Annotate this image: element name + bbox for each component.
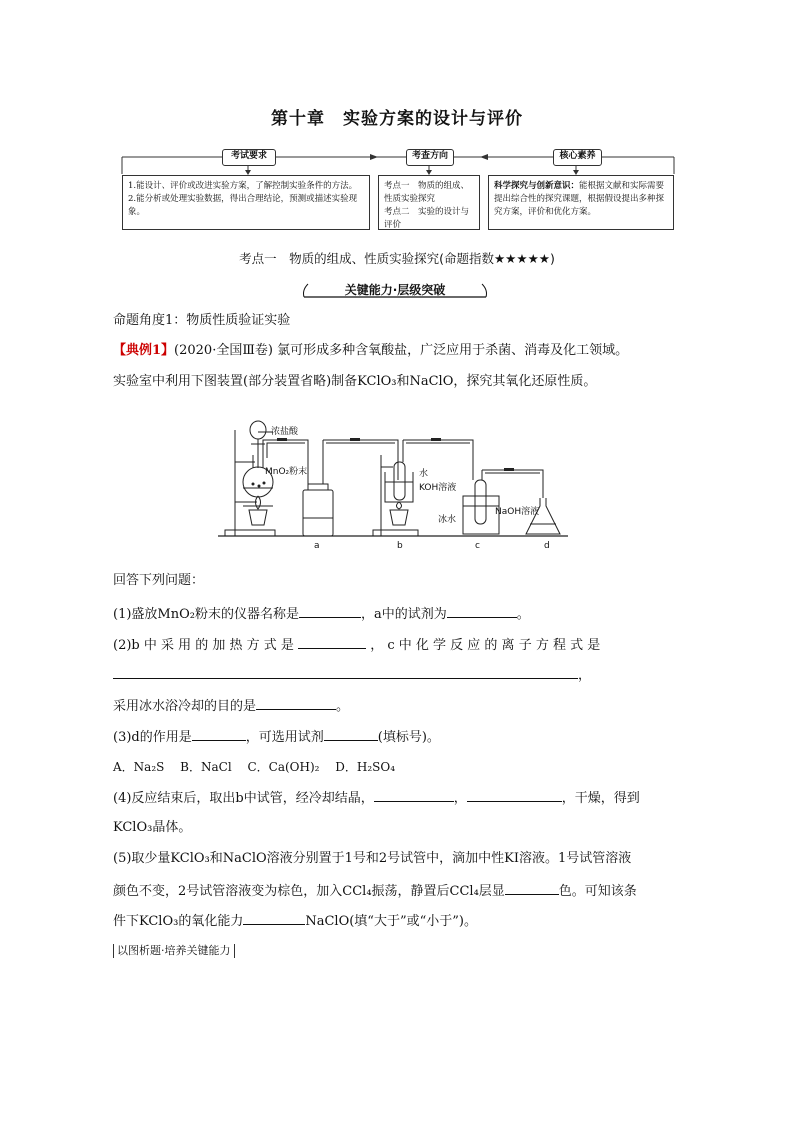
answer-intro: 回答下列问题： (113, 573, 205, 588)
apparatus-drawing (213, 410, 583, 555)
exam-req-line1: 1.能设计、评价或改进实验方案，了解控制实验条件的方法。 (128, 181, 358, 191)
q5-line3b: NaClO(填“大于”或“小于”)。 (305, 914, 477, 929)
label-c: c (475, 541, 480, 551)
q2-c: ， (578, 668, 592, 683)
q2-b: ， c 中 化 学 反 应 的 离 子 方 程 式 是 (370, 638, 601, 653)
section-banner (300, 281, 490, 299)
q4-c: ，干燥，得到 (561, 791, 640, 806)
tag-exam-requirements: 考试要求 (222, 149, 276, 166)
question-4-line2: KClO₃晶体。 (113, 820, 192, 835)
core-text: 能根据文献和实际需要提出综合性的探究课题，根据假设提出多种探究方案，评价和优化方案。 (494, 181, 665, 217)
q1-blank-2[interactable] (447, 603, 517, 618)
figure-caption: 以图析题·培养关键能力 (113, 944, 235, 958)
q2-blank-3[interactable] (256, 695, 336, 710)
question-3 (113, 726, 440, 748)
label-mno2: MnO₂粉末 (265, 467, 308, 477)
q5-line2b: 色。可知该条 (558, 884, 637, 899)
question-2 (113, 634, 600, 656)
exam-direction-box (378, 175, 480, 230)
q3-blank-1[interactable] (192, 726, 246, 741)
question-4 (113, 787, 640, 809)
q2-e: 。 (336, 699, 350, 714)
exam-req-line2: 2.能分析或处理实验数据，得出合理结论，预测或描述实验现象。 (128, 194, 358, 217)
question-1 (113, 603, 530, 625)
example-line2: 实验室中利用下图装置(部分装置省略)制备KClO₃和NaClO，探究其氧化还原性质。 (113, 374, 597, 389)
core-bold: 科学探究与创新意识： (494, 181, 580, 191)
question-3-options: A．Na₂S B．NaCl C．Ca(OH)₂ D．H₂SO₄ (113, 760, 396, 774)
q4-blank-2[interactable] (467, 787, 562, 802)
exam-dir-line2: 考点二 实验的设计与评价 (384, 207, 470, 230)
q2-blank-1[interactable] (298, 634, 366, 649)
tag-exam-direction: 考查方向 (406, 149, 454, 166)
q5-blank-1[interactable] (505, 880, 559, 895)
tag-core-literacy: 核心素养 (553, 149, 602, 166)
q3-b: ，可选用试剂 (245, 730, 324, 745)
label-water: 水 (419, 469, 429, 479)
label-a: a (314, 541, 320, 551)
q3-c: (填标号)。 (377, 730, 440, 745)
question-5: (5)取少量KClO₃和NaClO溶液分别置于1号和2号试管中，滴加中性KI溶液。1号试管溶液 (113, 851, 632, 866)
apparatus-figure (213, 410, 583, 555)
q5-line3a: 件下KClO₃的氧化能力 (113, 914, 244, 929)
q2-blank-2[interactable] (113, 664, 578, 679)
q2-d: 采用冰水浴冷却的目的是 (113, 699, 257, 714)
q4-a: (4)反应结束后，取出b中试管，经冷却结晶， (113, 791, 374, 806)
q1-a: (1)盛放MnO₂粉末的仪器名称是 (113, 607, 299, 622)
exam-requirements-box (122, 175, 370, 230)
q4-blank-1[interactable] (374, 787, 454, 802)
q4-b: ， (453, 791, 467, 806)
q1-blank-1[interactable] (299, 603, 361, 618)
q5-line2a: 颜色不变，2号试管溶液变为棕色，加入CCl₄振荡，静置后CCl₄层显 (113, 884, 505, 899)
page-title: 第十章 实验方案的设计与评价 (271, 109, 523, 129)
label-koh: KOH溶液 (419, 483, 457, 493)
q5-blank-2[interactable] (243, 910, 305, 925)
label-d: d (544, 541, 550, 551)
command-angle: 命题角度1：物质性质验证实验 (113, 313, 291, 328)
q3-blank-2[interactable] (324, 726, 378, 741)
q1-b: ，a中的试剂为 (360, 607, 447, 622)
label-b: b (397, 541, 403, 551)
q1-c: 。 (516, 607, 530, 622)
label-naoh: NaOH溶液 (495, 507, 540, 517)
core-literacy-box (488, 175, 674, 230)
q2-a: (2)b 中 采 用 的 加 热 方 式 是 (113, 638, 294, 653)
exam-dir-line1: 考点一 物质的组成、性质实验探究 (384, 181, 470, 204)
question-5-line3 (113, 910, 477, 932)
question-2-line3 (113, 695, 349, 717)
question-2-line2 (113, 664, 591, 686)
label-hcl: 浓盐酸 (271, 427, 299, 437)
example-line1 (113, 341, 628, 361)
kaodian-title: 考点一 物质的组成、性质实验探究(命题指数★★★★★) (239, 251, 555, 266)
question-5-line2 (113, 880, 637, 902)
banner-text: 关键能力·层级突破 (344, 283, 446, 297)
example-text1: (2020·全国Ⅲ卷) 氯可形成多种含氧酸盐，广泛应用于杀菌、消毒及化工领域。 (174, 343, 629, 358)
example-tag: 【典例1】 (113, 343, 175, 358)
label-icewater: 冰水 (438, 515, 457, 525)
q3-a: (3)d的作用是 (113, 730, 192, 745)
